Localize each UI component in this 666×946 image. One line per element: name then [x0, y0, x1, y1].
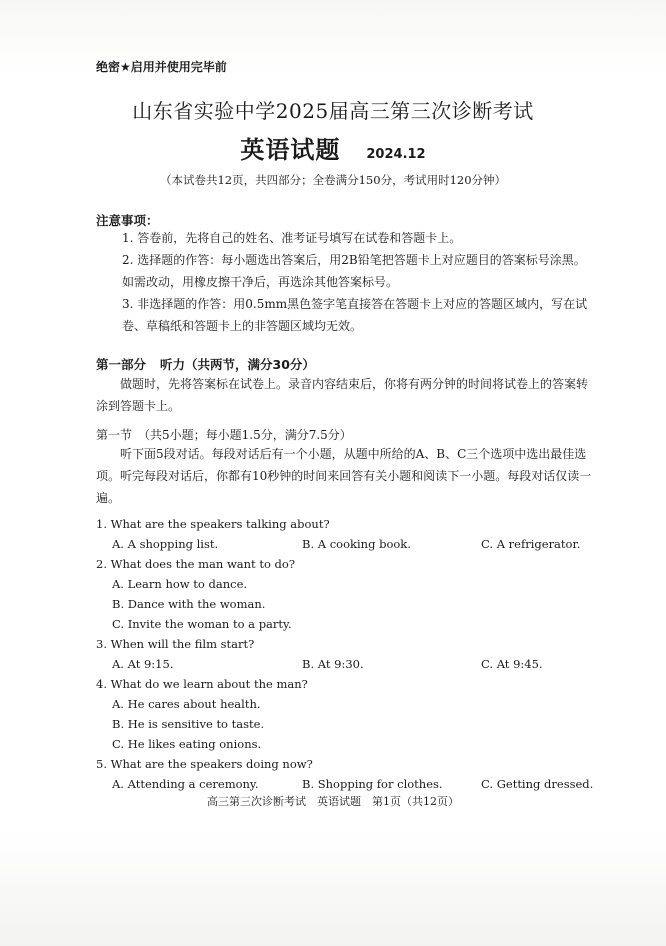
- question-4-option-b: B. He is sensitive to taste.: [112, 717, 265, 731]
- subject-row: [0, 130, 666, 165]
- notice-title: 注意事项：: [96, 213, 159, 228]
- section1-instruction: 听下面5段对话。每段对话后有一个小题，从题中所给的A、B、C三个选项中选出最佳选项。听完每段对话后，你都有10秒钟的时间来回答有关小题和阅读下一小题。每段对话仅读一遍。: [96, 447, 592, 505]
- section1-title: 第一节 （共5小题；每小题1.5分，满分7.5分）: [96, 428, 352, 442]
- question-2-option-b: B. Dance with the woman.: [112, 597, 266, 611]
- notice-item-2-wrap: [122, 249, 592, 293]
- part1-title-b: 听力（共两节，满分30分）: [160, 357, 315, 372]
- subject-title: 英语试题: [240, 136, 341, 164]
- question-4-option-c: C. He likes eating onions.: [112, 737, 262, 751]
- exam-date: 2024.12: [366, 147, 426, 162]
- question-2-stem: 2. What does the man want to do?: [96, 557, 295, 571]
- question-3-option-a: A. At 9:15.: [112, 657, 174, 671]
- exam-info: （本试卷共12页，共四部分；全卷满分150分，考试用时120分钟）: [159, 173, 507, 187]
- page-footer: 高三第三次诊断考试 英语试题 第1页（共12页）: [207, 795, 459, 808]
- question-5-option-a: A. Attending a ceremony.: [112, 777, 259, 791]
- secret-mark: 绝密★启用并使用完毕前: [96, 60, 227, 74]
- question-3-option-c: C. At 9:45.: [481, 657, 543, 671]
- notice-item-2: 2. 选择题的作答：每小题选出答案后，用2B铅笔把答题卡上对应题目的答案标号涂黑。如需改动，用橡皮擦干净后，再选涂其他答案标号。: [122, 253, 586, 289]
- question-3-stem: 3. When will the film start?: [96, 637, 255, 651]
- question-2-option-c: C. Invite the woman to a party.: [112, 617, 292, 631]
- notice-item-3: 3. 非选择题的作答：用0.5mm黑色签字笔直接答在答题卡上对应的答题区域内，写在试卷、草稿纸和答题卡上的非答题区域均无效。: [122, 297, 588, 333]
- question-5-option-b: B. Shopping for clothes.: [302, 777, 443, 791]
- question-5-option-c: C. Getting dressed.: [481, 777, 594, 791]
- question-1-option-b: B. A cooking book.: [302, 537, 411, 551]
- question-3-option-b: B. At 9:30.: [302, 657, 364, 671]
- question-4-option-a: A. He cares about health.: [112, 697, 261, 711]
- part1-title-a: 第一部分: [96, 357, 147, 372]
- notice-item-3-wrap: [122, 293, 592, 337]
- part1-instruction: 做题时，先将答案标在试卷上。录音内容结束后，你将有两分钟的时间将试卷上的答案转涂到答题卡上。: [96, 377, 589, 413]
- notice-item-1: 1. 答卷前，先将自己的姓名、准考证号填写在试卷和答题卡上。: [122, 231, 462, 245]
- part1-heading: [96, 355, 315, 373]
- exam-title: 山东省实验中学2025届高三第三次诊断考试: [132, 99, 534, 123]
- question-2-option-a: A. Learn how to dance.: [112, 577, 248, 591]
- question-1-option-a: A. A shopping list.: [112, 537, 219, 551]
- question-1-stem: 1. What are the speakers talking about?: [96, 517, 330, 531]
- question-4-stem: 4. What do we learn about the man?: [96, 677, 308, 691]
- question-1-option-c: C. A refrigerator.: [481, 537, 581, 551]
- question-5-stem: 5. What are the speakers doing now?: [96, 757, 313, 771]
